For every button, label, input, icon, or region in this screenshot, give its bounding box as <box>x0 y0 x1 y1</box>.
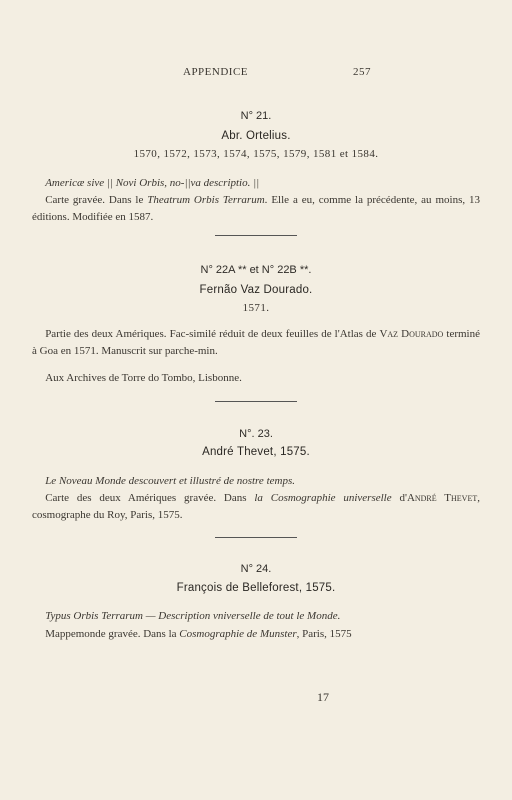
entry-21-description: Carte gravée. Dans le Theatrum Orbis Terrarum. Elle a eu, comme la précédente, au moins, 13 éditions. Modifiée en 1587. <box>32 194 481 223</box>
entry-24-number: N° 24. <box>240 563 272 575</box>
entry-24-name: François de Belleforest, 1575. <box>176 582 336 594</box>
signature-mark: 17 <box>317 690 329 704</box>
separator-rule <box>215 235 297 236</box>
entry-24-title-line: Typus Orbis Terrarum — Description vniverselle de tout le Monde. <box>45 610 341 622</box>
entry-22-number: N° 22A ** et N° 22B **. <box>200 264 312 276</box>
entry-23-title-line: Le Noveau Monde descouvert et illustré de nostre temps. <box>45 475 295 487</box>
entry-23-name: André Thevet, 1575. <box>202 446 310 458</box>
entry-21-years: 1570, 1572, 1573, 1574, 1575, 1579, 1581 et 1584. <box>133 148 379 160</box>
entry-21-number: N° 21. <box>240 110 272 122</box>
entry-23-description: Carte des deux Amériques gravée. Dans la Cosmographie universelle d'André Thevet, cosmographe du Roy, Paris, 1575. <box>32 492 480 521</box>
running-header <box>0 66 512 82</box>
entry-21-name: Abr. Ortelius. <box>221 130 291 142</box>
entry-21-title-line: Americæ sive || Novi Orbis, no-||va descriptio. || <box>45 177 260 189</box>
entry-22-name: Fernão Vaz Dourado. <box>199 284 313 296</box>
entry-22-description: Partie des deux Amériques. Fac-similé réduit de deux feuilles de l'Atlas de Vaz Dourado terminé à Goa en 1571. Manuscrit sur parche-min. <box>32 328 480 357</box>
entry-24-description: Mappemonde gravée. Dans la Cosmographie de Munster, Paris, 1575 <box>45 628 352 640</box>
page-number: 257 <box>353 66 371 78</box>
separator-rule <box>215 401 297 402</box>
separator-rule <box>215 537 297 538</box>
entry-22-years: 1571. <box>242 302 270 314</box>
entry-23-number: N°. 23. <box>239 428 273 440</box>
entry-22-location: Aux Archives de Torre do Tombo, Lisbonne. <box>45 372 242 384</box>
running-title: APPENDICE <box>183 66 249 78</box>
